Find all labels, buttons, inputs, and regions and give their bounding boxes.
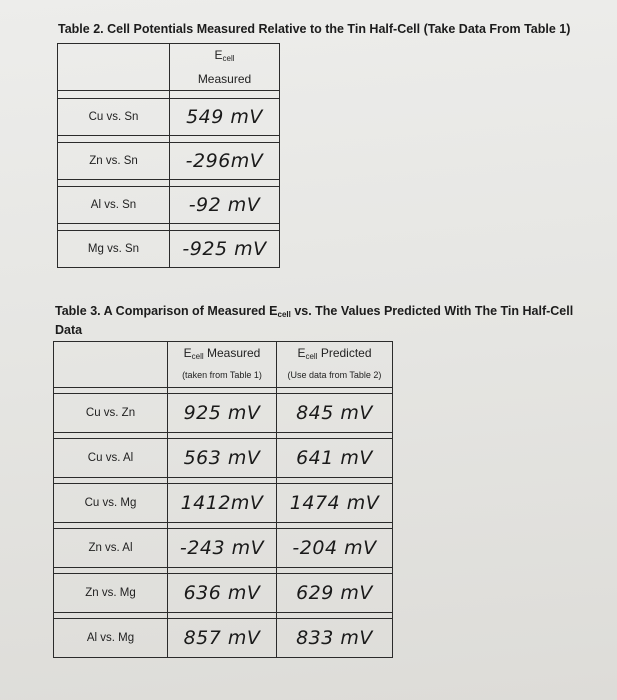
- predicted-value: 845 mV: [277, 394, 393, 433]
- table-row: [54, 529, 393, 568]
- measured-label: Measured: [197, 71, 252, 86]
- row-label: Zn vs. Sn: [58, 143, 170, 180]
- table-row: [54, 574, 393, 613]
- table2-header-measured: [170, 44, 280, 91]
- measured-value: 549 mV: [170, 99, 280, 136]
- table2-header-row: [58, 44, 280, 91]
- measured-value: 1412mV: [168, 484, 277, 523]
- row-label: Al vs. Sn: [58, 187, 170, 224]
- table-row: [58, 187, 280, 224]
- table3-title-part1: Table 3. A Comparison of Measured E: [55, 304, 278, 318]
- predicted-value: 833 mV: [277, 619, 393, 658]
- table-row: [58, 231, 280, 268]
- measured-value: 925 mV: [168, 394, 277, 433]
- measured-value: -243 mV: [168, 529, 277, 568]
- measured-value: 857 mV: [168, 619, 277, 658]
- table2-title: Table 2. Cell Potentials Measured Relative to the Tin Half-Cell (Take Data From Table 1): [58, 22, 571, 36]
- header-note: (Use data from Table 2): [287, 370, 382, 380]
- table3-header-row: [54, 342, 393, 388]
- ecell-symbol: E: [214, 47, 223, 62]
- table3-title-line2: Data: [55, 323, 83, 337]
- table3-header-predicted: [277, 342, 393, 388]
- row-label: Al vs. Mg: [54, 619, 168, 658]
- row-label: Mg vs. Sn: [58, 231, 170, 268]
- ecell-symbol: E: [297, 346, 306, 360]
- table-row: [54, 394, 393, 433]
- row-label: Zn vs. Al: [54, 529, 168, 568]
- header-text: Measured: [203, 346, 261, 360]
- predicted-value: 1474 mV: [277, 484, 393, 523]
- ecell-symbol: E: [183, 346, 192, 360]
- table3-title-subscript: cell: [277, 310, 291, 319]
- row-label: Zn vs. Mg: [54, 574, 168, 613]
- measured-value: -92 mV: [170, 187, 280, 224]
- measured-value: -296mV: [170, 143, 280, 180]
- predicted-value: -204 mV: [277, 529, 393, 568]
- predicted-value: 641 mV: [277, 439, 393, 478]
- header-text: Predicted: [317, 346, 372, 360]
- table3-title-part2: vs. The Values Predicted With The Tin Half-Cell: [290, 304, 574, 318]
- row-label: Cu vs. Al: [54, 439, 168, 478]
- ecell-subscript: cell: [191, 352, 204, 361]
- table3-header-measured: [168, 342, 277, 388]
- header-note: (taken from Table 1): [182, 370, 262, 380]
- ecell-subscript: cell: [305, 352, 318, 361]
- table-row: [58, 143, 280, 180]
- measured-value: 636 mV: [168, 574, 277, 613]
- table-row: [54, 439, 393, 478]
- table-row: [54, 619, 393, 658]
- table3-title: [55, 304, 573, 319]
- ecell-subscript: cell: [222, 53, 235, 63]
- row-label: Cu vs. Mg: [54, 484, 168, 523]
- table3-corner-cell: [54, 342, 168, 388]
- table-row: [58, 99, 280, 136]
- measured-value: 563 mV: [168, 439, 277, 478]
- table2: [57, 43, 280, 268]
- table3: [53, 341, 393, 658]
- table-row: [54, 484, 393, 523]
- measured-value: -925 mV: [170, 231, 280, 268]
- row-label: Cu vs. Sn: [58, 99, 170, 136]
- table2-corner-cell: [58, 44, 170, 91]
- predicted-value: 629 mV: [277, 574, 393, 613]
- row-label: Cu vs. Zn: [54, 394, 168, 433]
